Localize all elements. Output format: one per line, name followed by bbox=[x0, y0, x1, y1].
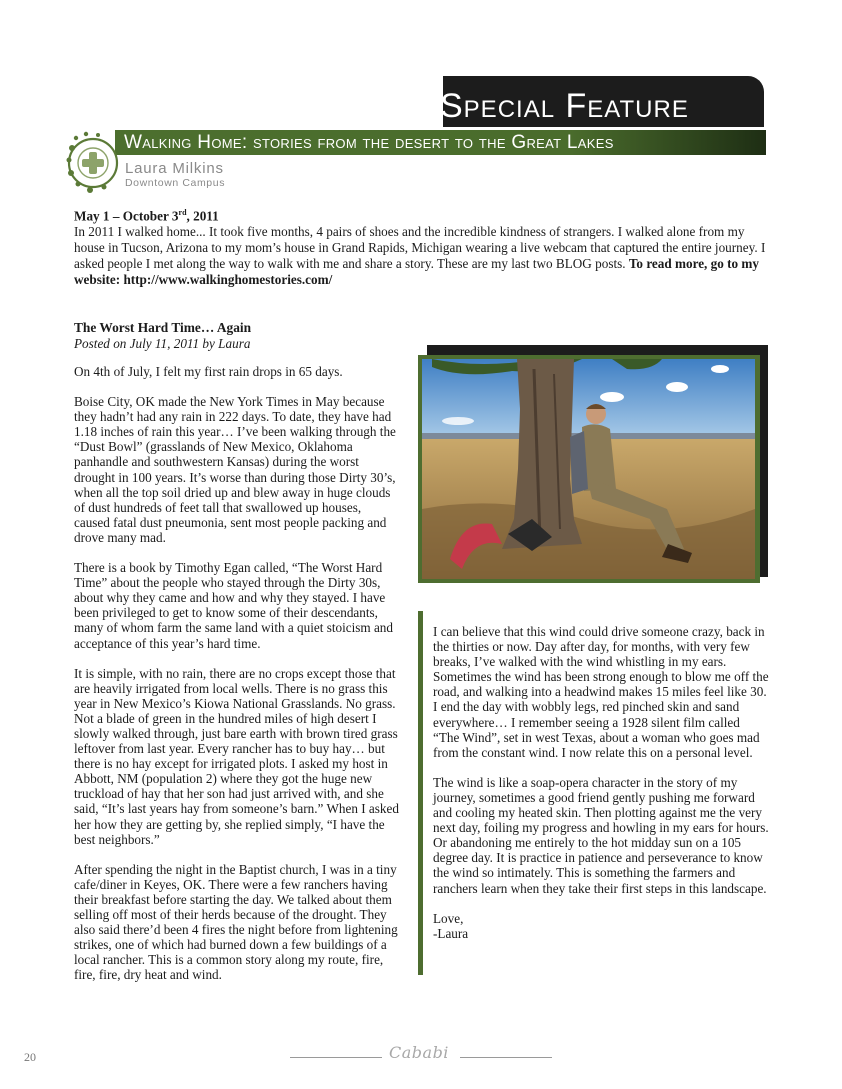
section-label: Special Feature bbox=[440, 87, 689, 125]
paragraph: There is a book by Timothy Egan called, “The Worst Hard Time” about the people who stayed through the Dirty 30s, about why they came and how and why they stayed. I have been privileged to get to know some of their descendants, many of whom farm the same land with a quiet stoicism and acceptance of this year’s hard time. bbox=[74, 560, 393, 651]
post-byline: Posted on July 11, 2011 by Laura bbox=[74, 336, 251, 351]
photo-hiker-under-tree bbox=[422, 359, 755, 579]
footer-divider-right bbox=[460, 1057, 552, 1058]
campus-logo-icon bbox=[64, 130, 122, 196]
right-column bbox=[433, 624, 769, 941]
intro-text: In 2011 I walked home... It took five months, 4 pairs of shoes and the incredible kindness of strangers. I walked alone from my house in Tucson, Arizona to my mom’s house in Grand Rapids, Michigan wearing a live webcam that captured the entire journey. I asked people I met along the way to walk with me and share a story. These are my last two BLOG posts. bbox=[74, 224, 766, 272]
feature-subtitle: Walking Home: stories from the desert to the Great Lakes bbox=[124, 132, 614, 153]
paragraph: On 4th of July, I felt my first rain drops in 65 days. bbox=[74, 364, 343, 379]
post-title: The Worst Hard Time… Again bbox=[74, 320, 252, 335]
signoff: Love, -Laura bbox=[433, 910, 469, 941]
column-accent-rule bbox=[418, 611, 423, 975]
intro-block bbox=[74, 205, 774, 288]
left-column bbox=[74, 364, 399, 997]
paragraph: I can believe that this wind could drive someone crazy, back in the thirties or now. Day after day, for months, with very few breaks, I’ve walked with the wind whistling in my ears. Sometimes the wind has been strong enough to blow me off the road, and walking into a headwind makes 15 miles feel like 30. I end the day with wobbly legs, red pinched skin and sand everywhere… I remember seeing a 1928 silent film called “The Wind”, set in west Texas, about a woman who goes mad from the constant wind. I now relate this on a personal level. bbox=[433, 624, 769, 760]
author-campus: Downtown Campus bbox=[125, 177, 226, 189]
paragraph: It is simple, with no rain, there are no crops except those that are heavily irrigated from local wells. There is no grass this year in New Mexico’s Kiowa National Grasslands. No grass. Not a blade of green in the hundred miles of high desert I slowly walked through, just bare earth with brown tired grass leftover from last year. Every rancher has to buy hay… but there is no hay except for irrigated plots. I asked my host in Abbott, NM (population 2) where they got the huge new truckload of hay that her son had just arrived with, and she said, “It’s last years hay from someone’s barn.” When I asked her how they are getting by, she replied simply, “I have the best neighbors.” bbox=[74, 665, 399, 847]
paragraph: The wind is like a soap-opera character in the story of my journey, sometimes a good friend gently pushing me forward and cooling my heated skin. Then plotting against me the very next day, foiling my progress and howling in my ears for hours. Or abandoning me entirely to the hot midday sun on a 105 degree day. It is practice in patience and perseverance to know the wind so intimately. This is something the farmers and ranchers learn when they take their first steps in this landscape. bbox=[433, 774, 769, 896]
intro-dates: May 1 – October 3rd, 2011 bbox=[74, 208, 219, 224]
intro-website-link[interactable]: To read more, go to my website: http://www.walkinghomestories.com/ bbox=[74, 256, 759, 288]
paragraph: After spending the night in the Baptist church, I was in a tiny cafe/diner in Keyes, OK. There were a few ranchers having their breakfast before starting the day. We talked about them selling off most of their herds because of the drought. They also said there’d been 4 fires the night before from lightening strikes, one of which had burned down a few buildings of a local rancher. This is a common story along my route, fire, fire, fire, dry heat and wind. bbox=[74, 861, 398, 983]
author-name: Laura Milkins bbox=[125, 160, 224, 177]
footer-divider-left bbox=[290, 1057, 382, 1058]
page-number: 20 bbox=[24, 1050, 36, 1064]
paragraph: Boise City, OK made the New York Times in May because they hadn’t had any rain in 222 days. To date, they have had 1.18 inches of rain this year… I’ve been walking through the “Dust Bowl” (grasslands of New Mexico, Oklahoma panhandle and southwestern Kansas) during the worst drought in 100 years. It’s worse than during those Dirty 30’s, when all the top soil dried up and blew away in huge clouds of dust hundreds of feet tall that swallowed up houses, caused fatal dust pneumonia, sent most people packing and drove many mad. bbox=[74, 394, 396, 545]
footer-logo: Cababi bbox=[389, 1043, 449, 1062]
